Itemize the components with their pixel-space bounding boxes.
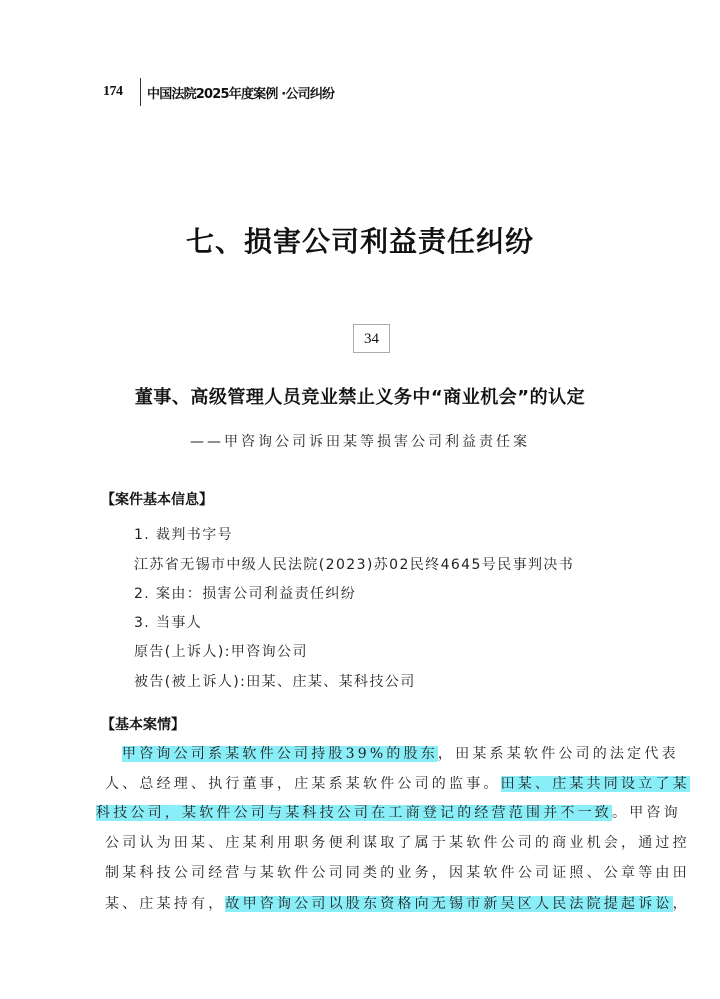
- highlighted-text: 科技公司，某软件公司与某科技公司在工商登记的经营范围并不一致: [96, 805, 612, 821]
- case-number-box: 34: [353, 324, 390, 353]
- info-line: 1. 裁判书字号: [134, 527, 234, 543]
- header-divider: [140, 78, 141, 106]
- text-segment: 。甲咨询: [612, 805, 681, 821]
- case-facts-heading: 【基本案情】: [101, 717, 185, 733]
- text-segment: 公司认为田某、庄某利用职务便利谋取了属于某软件公司的商业机会，通过控: [105, 835, 690, 851]
- body-line: [105, 893, 690, 913]
- highlighted-text: 甲咨询公司系某软件公司持股39%的股东: [122, 746, 438, 762]
- body-line: [105, 832, 690, 852]
- text-segment: ，田某系某软件公司的法定代表: [437, 746, 679, 762]
- case-subtitle: ——甲咨询公司诉田某等损害公司利益责任案: [190, 434, 530, 450]
- running-head: [103, 78, 334, 106]
- page-number: 174: [103, 84, 123, 99]
- text-segment: 某、庄某持有，: [105, 896, 226, 912]
- info-line: 江苏省无锡市中级人民法院(2023)苏02民终4645号民事判决书: [134, 557, 575, 573]
- body-line: [105, 862, 690, 882]
- info-line: 2. 案由：损害公司利益责任纠纷: [134, 586, 357, 602]
- basic-info-heading: 【案件基本信息】: [101, 492, 213, 508]
- text-segment: ，: [672, 896, 690, 912]
- text-segment: 人、总经理、执行董事，庄某系某软件公司的监事。: [105, 776, 501, 792]
- highlighted-text: 田某、庄某共同设立了某: [500, 776, 690, 792]
- highlighted-text: 故甲咨询公司以股东资格向无锡市新吴区人民法院提起诉讼: [225, 896, 673, 912]
- case-title: 董事、高级管理人员竞业禁止义务中“商业机会”的认定: [134, 387, 586, 408]
- info-line: 原告(上诉人):甲咨询公司: [134, 644, 308, 660]
- body-line: [105, 773, 690, 793]
- body-line: [122, 743, 679, 763]
- info-line: 被告(被上诉人):田某、庄某、某科技公司: [134, 674, 416, 690]
- body-line: [96, 802, 681, 822]
- chapter-title: 七、损害公司利益责任纠纷: [185, 225, 534, 258]
- book-title: 中国法院2025年度案例 ·公司纠纷: [147, 86, 335, 102]
- text-segment: 制某科技公司经营与某软件公司同类的业务，因某软件公司证照、公章等由田: [105, 865, 690, 881]
- info-line: 3. 当事人: [134, 615, 203, 631]
